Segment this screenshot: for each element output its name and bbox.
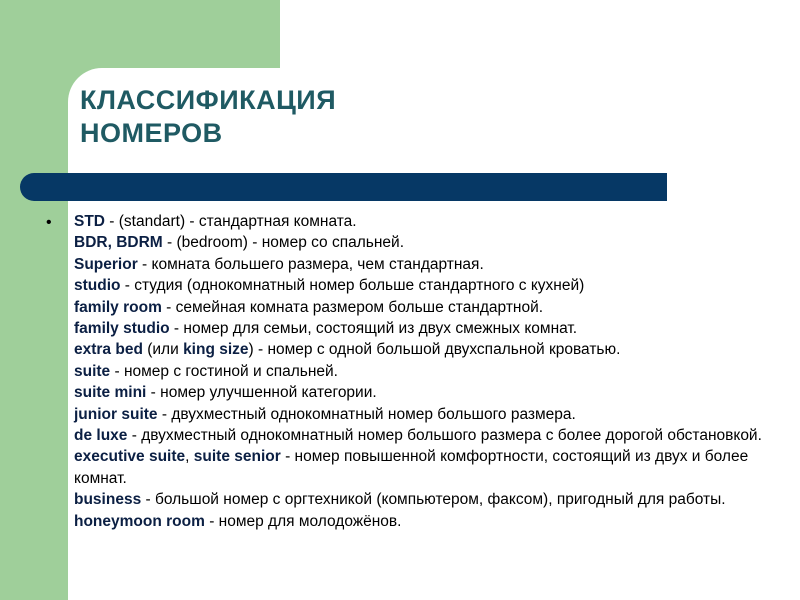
item-description: - (bedroom) - номер со спальней. bbox=[162, 234, 404, 252]
title-line-2: НОМЕРОВ bbox=[80, 118, 223, 148]
item-term: studio bbox=[74, 277, 121, 295]
item-term: honeymoon room bbox=[74, 512, 205, 530]
item-description: - двухместный однокомнатный номер большого размера. bbox=[157, 405, 576, 423]
item-term: STD bbox=[74, 213, 105, 230]
list-item bbox=[74, 489, 786, 510]
item-term: executive suite bbox=[74, 448, 186, 466]
list-item bbox=[74, 275, 786, 296]
item-description: - комната большего размера, чем стандартная. bbox=[137, 255, 484, 273]
list-item bbox=[74, 511, 786, 532]
item-term-secondary: king size bbox=[183, 341, 249, 359]
slide-title bbox=[80, 84, 336, 150]
room-classification-list bbox=[74, 211, 786, 532]
item-term: junior suite bbox=[74, 405, 158, 423]
item-term: family room bbox=[74, 298, 162, 316]
item-term: Superior bbox=[74, 255, 138, 273]
item-term: de luxe bbox=[74, 427, 128, 445]
item-description: (или bbox=[142, 341, 184, 359]
list-item bbox=[74, 211, 786, 232]
item-description: - номер для семьи, состоящий из двух смежных комнат. bbox=[169, 320, 578, 338]
list-item bbox=[74, 382, 786, 403]
list-item bbox=[74, 361, 786, 382]
list-item bbox=[74, 254, 786, 275]
item-term-secondary: suite senior bbox=[193, 448, 281, 466]
list-item bbox=[74, 339, 786, 360]
item-term: suite bbox=[74, 362, 111, 380]
item-description: - студия (однокомнатный номер больше стандартного с кухней) bbox=[120, 277, 585, 295]
item-description: - номер повышенной комфортности, состоящий из двух и более комнат. bbox=[74, 448, 749, 487]
item-term: extra bed bbox=[74, 341, 143, 359]
list-item bbox=[74, 232, 786, 253]
list-item bbox=[74, 318, 786, 339]
list-item bbox=[74, 297, 786, 318]
item-description: - номер улучшенной категории. bbox=[146, 384, 377, 402]
item-description: ) - номер с одной большой двухспальной кроватью. bbox=[248, 341, 621, 359]
list-item bbox=[74, 425, 786, 446]
item-term: BDR, BDRM bbox=[74, 234, 163, 252]
item-term: business bbox=[74, 491, 142, 509]
item-term: family studio bbox=[74, 320, 170, 338]
title-divider-bar bbox=[20, 173, 667, 201]
title-line-1: КЛАССИФИКАЦИЯ bbox=[80, 85, 337, 115]
item-description: - номер для молодожёнов. bbox=[204, 512, 402, 530]
bullet-icon: • bbox=[46, 214, 52, 231]
item-term: suite mini bbox=[74, 384, 147, 402]
item-description: , bbox=[185, 448, 194, 466]
item-description: - семейная комната размером больше стандартной. bbox=[161, 298, 544, 316]
list-item bbox=[74, 404, 786, 425]
item-description: - двухместный однокомнатный номер большого размера с более дорогой обстановкой. bbox=[127, 427, 762, 445]
item-description: - (standart) - стандартная комната. bbox=[105, 213, 357, 230]
item-description: - номер с гостиной и спальней. bbox=[110, 362, 338, 380]
item-description: - большой номер с оргтехникой (компьютером, факсом), пригодный для работы. bbox=[141, 491, 726, 509]
list-item bbox=[74, 446, 786, 489]
